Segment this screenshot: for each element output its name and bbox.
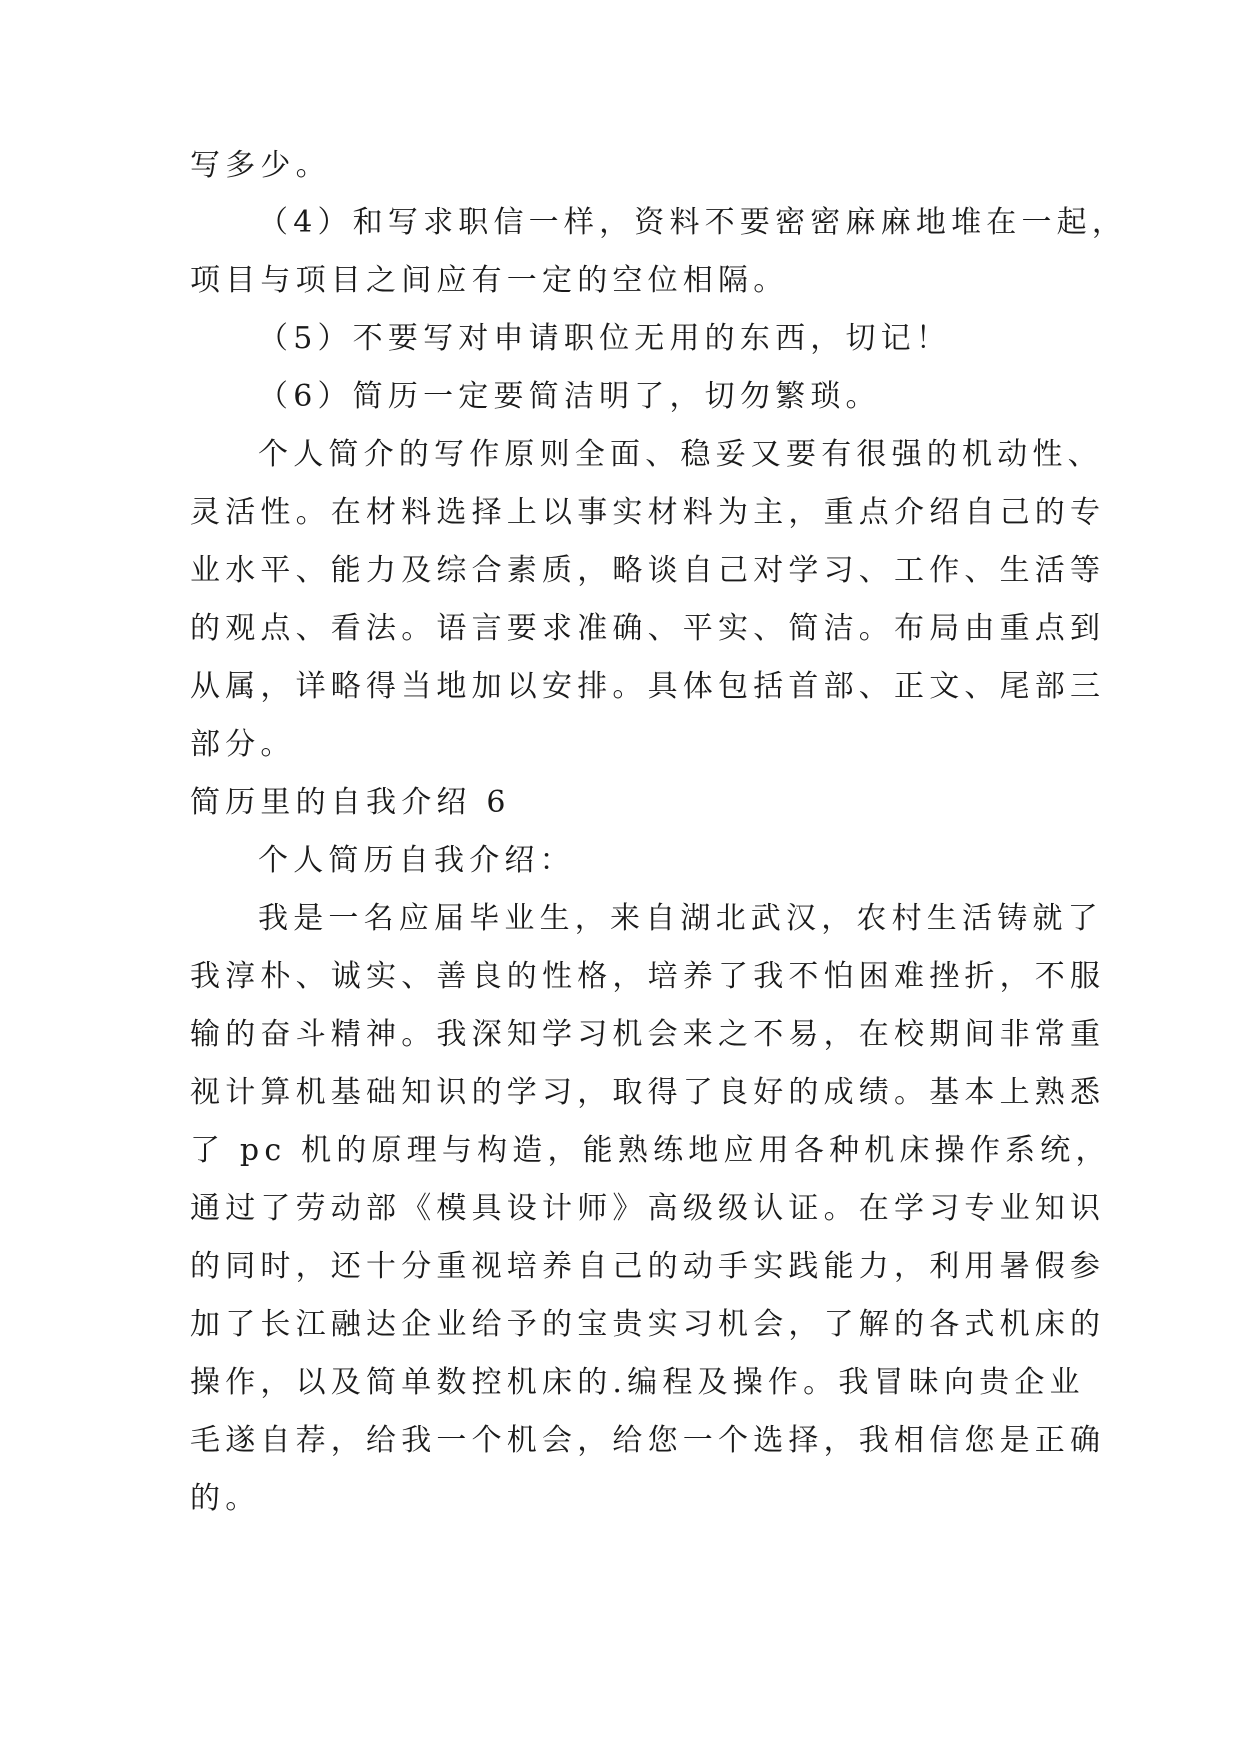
- text-line: 我是一名应届毕业生，来自湖北武汉，农村生活铸就了: [258, 901, 1103, 936]
- text-line: 输的奋斗精神。我深知学习机会来之不易，在校期间非常重: [190, 1017, 1106, 1052]
- text-line: 个人简历自我介绍：: [258, 843, 575, 878]
- text-line: 部分。: [190, 727, 296, 762]
- text-line: 的。: [190, 1481, 261, 1516]
- text-line: 操作，以及简单数控机床的.编程及操作。我冒昧向贵企业: [190, 1365, 1085, 1400]
- text-line: （6）简历一定要简洁明了，切勿繁琐。: [258, 379, 881, 414]
- section-heading: 简历里的自我介绍 6: [190, 785, 511, 820]
- text-line: 灵活性。在材料选择上以事实材料为主，重点介绍自己的专: [190, 495, 1106, 530]
- text-line: （4）和写求职信一样，资料不要密密麻麻地堆在一起，: [258, 205, 1128, 240]
- text-line: 的观点、看法。语言要求准确、平实、简洁。布局由重点到: [190, 611, 1106, 646]
- text-line: 我淳朴、诚实、善良的性格，培养了我不怕困难挫折，不服: [190, 959, 1106, 994]
- text-line: 了 pc 机的原理与构造，能熟练地应用各种机床操作系统，: [190, 1133, 1111, 1168]
- text-line: 加了长江融达企业给予的宝贵实习机会，了解的各式机床的: [190, 1307, 1106, 1342]
- text-line: 视计算机基础知识的学习，取得了良好的成绩。基本上熟悉: [190, 1075, 1106, 1110]
- text-line: （5）不要写对申请职位无用的东西，切记！: [258, 321, 952, 356]
- text-line: 项目与项目之间应有一定的空位相隔。: [190, 263, 789, 298]
- text-line: 通过了劳动部《模具设计师》高级级认证。在学习专业知识: [190, 1191, 1106, 1226]
- text-line: 从属，详略得当地加以安排。具体包括首部、正文、尾部三: [190, 669, 1106, 704]
- text-line: 个人简介的写作原则全面、稳妥又要有很强的机动性、: [258, 437, 1103, 472]
- text-line: 的同时，还十分重视培养自己的动手实践能力，利用暑假参: [190, 1249, 1106, 1284]
- text-line: 业水平、能力及综合素质，略谈自己对学习、工作、生活等: [190, 553, 1106, 588]
- text-line: 写多少。: [190, 148, 331, 183]
- text-line: 毛遂自荐，给我一个机会，给您一个选择，我相信您是正确: [190, 1423, 1106, 1458]
